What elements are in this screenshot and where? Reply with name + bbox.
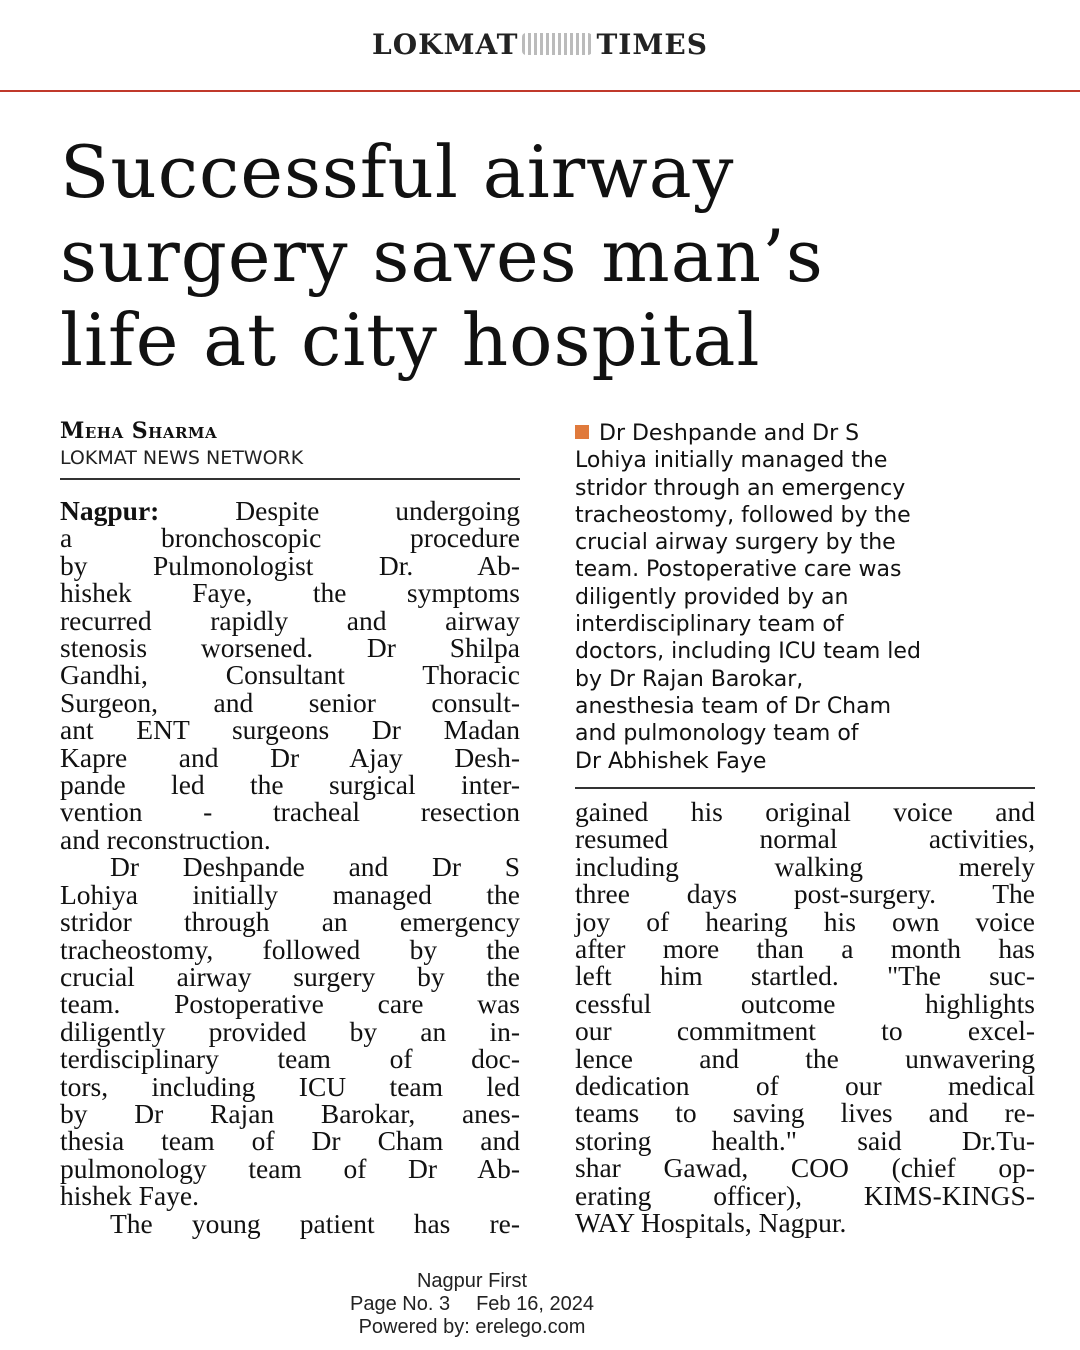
body-line: including walking merely xyxy=(575,850,1035,882)
dateline: Nagpur: xyxy=(60,495,160,526)
footer-date: Feb 16, 2024 xyxy=(476,1293,594,1315)
body-line: left him startled. "The suc- xyxy=(575,960,1035,992)
body-line: terdisciplinary team of doc- xyxy=(60,1043,520,1075)
pull-quote-line: diligently provided by an xyxy=(575,584,849,610)
footer xyxy=(0,1270,944,1339)
body-line: Lohiya initially managed the xyxy=(60,878,520,910)
body-line: erating officer), KIMS-KINGS- xyxy=(575,1179,1035,1211)
masthead-emblem-icon xyxy=(522,33,592,55)
body-line: recurred rapidly and airway xyxy=(60,604,520,636)
body-line: and reconstruction. xyxy=(60,823,271,855)
body-line: by Dr Rajan Barokar, anes- xyxy=(60,1097,520,1129)
body-line: Gandhi, Consultant Thoracic xyxy=(60,659,520,691)
headline-line: surgery saves man’s xyxy=(60,214,824,298)
body-line: vention - tracheal resection xyxy=(60,796,520,828)
byline-rule xyxy=(60,478,520,480)
body-line: three days post-surgery. The xyxy=(575,878,1035,910)
masthead-rule xyxy=(0,90,1080,92)
body-line: pulmonology team of Dr Ab- xyxy=(60,1152,520,1184)
body-line: team. Postoperative care was xyxy=(60,988,520,1020)
body-line: tors, including ICU team led xyxy=(60,1070,520,1102)
body-line: joy of hearing his own voice xyxy=(575,905,1035,937)
body-line: Surgeon, and senior consult- xyxy=(60,686,520,718)
body-line: stenosis worsened. Dr Shilpa xyxy=(60,632,520,664)
pull-quote-line: Dr Abhishek Faye xyxy=(575,748,767,774)
pull-quote-line: tracheostomy, followed by the xyxy=(575,502,911,528)
body-line: Nagpur: Despite undergoing xyxy=(60,495,521,526)
body-line: dedication of our medical xyxy=(575,1070,1035,1102)
footer-edition: Nagpur First xyxy=(416,1270,528,1292)
body-line: storing health." said Dr.Tu- xyxy=(575,1124,1035,1156)
pull-quote-line: team. Postoperative care was xyxy=(575,557,902,583)
body-line: stridor through an emergency xyxy=(60,906,520,938)
masthead-times: TIMES xyxy=(596,28,708,61)
body-line: tracheostomy, followed by the xyxy=(60,933,520,965)
body-line: The young patient has re- xyxy=(110,1207,520,1239)
pull-quote xyxy=(575,420,1035,775)
article-column-right xyxy=(575,798,1035,1237)
pull-quote-line: and pulmonology team of xyxy=(575,721,859,747)
pull-quote-line: anesthesia team of Dr Cham xyxy=(575,693,892,719)
body-line: diligently provided by an in- xyxy=(60,1015,520,1047)
square-bullet-icon xyxy=(575,425,589,439)
pull-quote-line: doctors, including ICU team led xyxy=(575,639,921,665)
body-line: resumed normal activities, xyxy=(575,823,1035,855)
byline-network: LOKMAT NEWS NETWORK xyxy=(60,447,304,469)
body-line: Kapre and Dr Ajay Desh- xyxy=(60,741,520,773)
body-line: thesia team of Dr Cham and xyxy=(60,1125,520,1157)
pull-quote-line: stridor through an emergency xyxy=(575,475,906,501)
body-line: WAY Hospitals, Nagpur. xyxy=(575,1207,847,1239)
body-line: crucial airway surgery by the xyxy=(60,960,520,992)
body-line: shar Gawad, COO (chief op- xyxy=(575,1152,1035,1184)
body-line: by Pulmonologist Dr. Ab- xyxy=(60,549,520,581)
headline-line: Successful airway xyxy=(60,130,735,214)
pull-quote-line: crucial airway surgery by the xyxy=(575,530,896,556)
headline xyxy=(60,130,1050,382)
body-line: gained his original voice and xyxy=(575,796,1035,827)
masthead-lokmat: LOKMAT xyxy=(372,28,519,61)
body-line: hishek Faye, the symptoms xyxy=(60,577,520,609)
body-line: ant ENT surgeons Dr Madan xyxy=(60,714,520,746)
headline-line: life at city hospital xyxy=(60,298,761,382)
body-line: Dr Deshpande and Dr S xyxy=(110,851,520,883)
pull-quote-line: Lohiya initially managed the xyxy=(575,448,888,474)
byline-author: Meha Sharma xyxy=(60,418,218,444)
footer-page: Page No. 3 xyxy=(350,1293,451,1315)
body-line: a bronchoscopic procedure xyxy=(60,522,520,554)
body-line: lence and the unwavering xyxy=(575,1042,1035,1074)
masthead xyxy=(0,28,1080,61)
pull-quote-line: by Dr Rajan Barokar, xyxy=(575,666,804,692)
body-line: teams to saving lives and re- xyxy=(575,1097,1035,1129)
footer-powered-by: Powered by: erelego.com xyxy=(358,1316,586,1338)
article-column-left xyxy=(60,497,520,1237)
footer-page-date xyxy=(0,1293,944,1316)
body-line: cessful outcome highlights xyxy=(575,987,1035,1019)
pull-quote-rule xyxy=(575,787,1035,789)
body-line: after more than a month has xyxy=(575,933,1035,965)
body-line: hishek Faye. xyxy=(60,1180,200,1212)
body-line: pande led the surgical inter- xyxy=(60,769,520,801)
pull-quote-line: Dr Deshpande and Dr S xyxy=(575,420,1035,447)
pull-quote-line: interdisciplinary team of xyxy=(575,612,844,638)
body-line: our commitment to excel- xyxy=(575,1015,1035,1047)
